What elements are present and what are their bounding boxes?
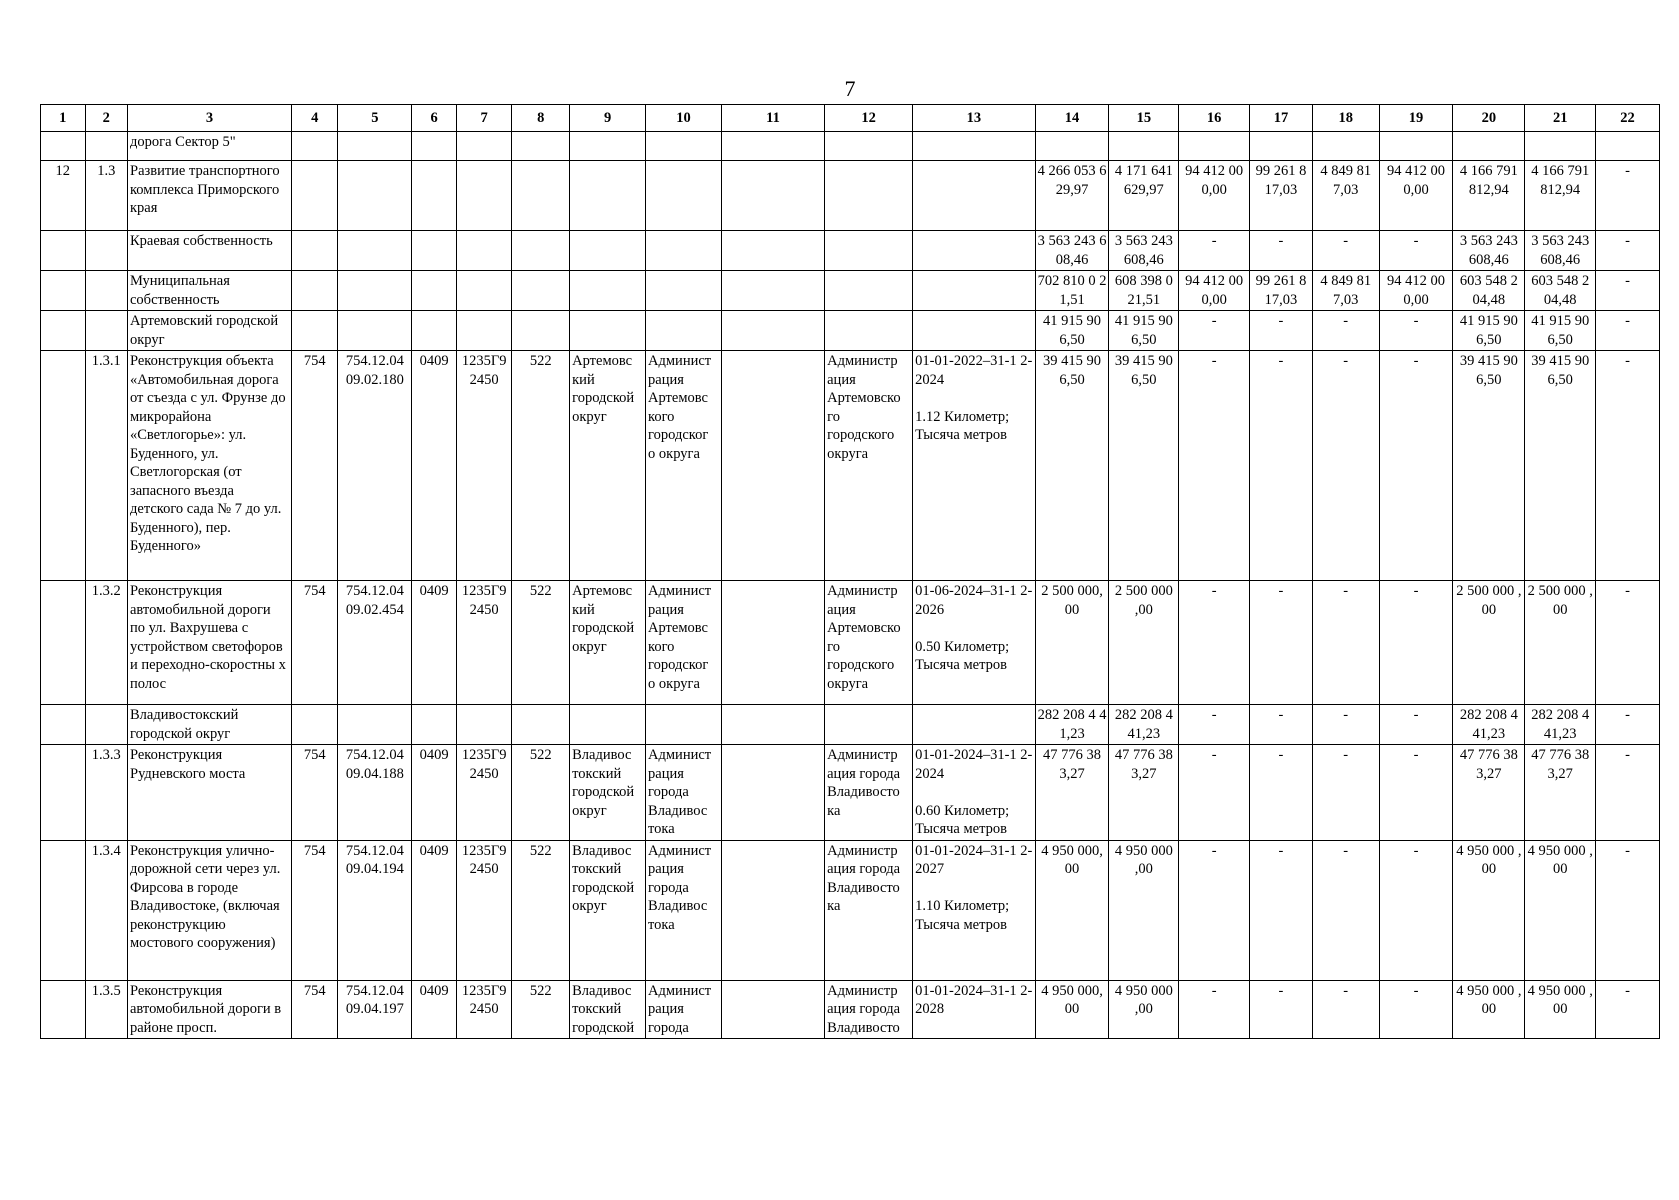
table-cell: 2 500 000 ,00	[1525, 581, 1596, 705]
table-cell	[41, 132, 86, 161]
budget-table	[40, 104, 1660, 1039]
column-header: 22	[1596, 105, 1660, 132]
table-cell: -	[1596, 705, 1660, 745]
table-cell: 1.3.5	[85, 980, 127, 1039]
table-cell: Администр ация Артемовско го городского округа	[825, 581, 913, 705]
table-cell: -	[1250, 980, 1313, 1039]
table-cell	[41, 745, 86, 841]
table-cell	[570, 311, 646, 351]
table-cell: -	[1179, 581, 1250, 705]
table-cell: 94 412 00 0,00	[1379, 161, 1453, 231]
table-cell	[291, 161, 338, 231]
table-cell	[85, 231, 127, 271]
column-header: 6	[412, 105, 457, 132]
table-cell	[570, 231, 646, 271]
column-header: 10	[646, 105, 722, 132]
column-header: 12	[825, 105, 913, 132]
table-cell: 2 500 000 ,00	[1453, 581, 1525, 705]
table-cell: 1.3	[85, 161, 127, 231]
table-cell	[646, 311, 722, 351]
table-cell: Владивос токский городской округ	[570, 840, 646, 980]
table-cell: 4 950 000 ,00	[1453, 840, 1525, 980]
table-row	[41, 311, 1660, 351]
table-cell	[338, 271, 412, 311]
table-cell: 47 776 38 3,27	[1109, 745, 1179, 841]
table-row	[41, 231, 1660, 271]
table-cell	[412, 161, 457, 231]
table-cell: 3 563 243 608,46	[1525, 231, 1596, 271]
table-cell: 41 915 90 6,50	[1109, 311, 1179, 351]
table-cell: 1235Г9 2450	[456, 581, 512, 705]
table-cell: Реконструкция Рудневского моста	[128, 745, 292, 841]
table-cell: Артемовс кий городской округ	[570, 351, 646, 581]
table-cell	[570, 132, 646, 161]
table-cell: 3 563 243 608,46	[1035, 231, 1109, 271]
table-cell	[456, 271, 512, 311]
table-cell	[41, 705, 86, 745]
table-cell	[913, 271, 1035, 311]
table-cell: -	[1179, 745, 1250, 841]
table-cell: -	[1379, 840, 1453, 980]
table-cell: Артемовский городской округ	[128, 311, 292, 351]
table-cell: -	[1312, 980, 1379, 1039]
table-cell: 282 208 4 41,23	[1109, 705, 1179, 745]
table-cell: 1235Г9 2450	[456, 840, 512, 980]
table-cell: 1.3.3	[85, 745, 127, 841]
table-cell: -	[1312, 705, 1379, 745]
table-cell	[85, 705, 127, 745]
table-cell: 47 776 38 3,27	[1035, 745, 1109, 841]
table-cell	[512, 132, 570, 161]
table-cell: Развитие транспортного комплекса Приморского края	[128, 161, 292, 231]
table-cell	[825, 161, 913, 231]
table-cell: -	[1379, 581, 1453, 705]
table-cell: 1.3.1	[85, 351, 127, 581]
table-cell: 4 171 641 629,97	[1109, 161, 1179, 231]
table-cell: 39 415 90 6,50	[1453, 351, 1525, 581]
table-cell: Админист рация города	[646, 980, 722, 1039]
table-cell	[512, 161, 570, 231]
table-cell: 4 950 000 ,00	[1453, 980, 1525, 1039]
table-cell	[721, 231, 824, 271]
table-cell: 01-01-2024–31-1 2-2024 0.60 Километр; Тысяча метров	[913, 745, 1035, 841]
table-cell: -	[1596, 581, 1660, 705]
column-header: 17	[1250, 105, 1313, 132]
table-cell: 1.3.2	[85, 581, 127, 705]
table-cell	[825, 132, 913, 161]
column-header: 19	[1379, 105, 1453, 132]
table-cell	[456, 161, 512, 231]
table-cell	[85, 311, 127, 351]
table-cell	[825, 231, 913, 271]
column-header: 5	[338, 105, 412, 132]
table-cell	[721, 980, 824, 1039]
table-cell: Администр ация Артемовско го городского округа	[825, 351, 913, 581]
table-cell	[1179, 132, 1250, 161]
table-row	[41, 840, 1660, 980]
table-cell: 4 166 791 812,94	[1453, 161, 1525, 231]
table-cell	[913, 161, 1035, 231]
table-cell	[41, 231, 86, 271]
table-cell: 522	[512, 745, 570, 841]
table-cell: -	[1179, 351, 1250, 581]
table-cell	[721, 705, 824, 745]
column-header: 13	[913, 105, 1035, 132]
table-cell: Администр ация города Владивосто ка	[825, 840, 913, 980]
table-cell: 1235Г9 2450	[456, 745, 512, 841]
column-header: 11	[721, 105, 824, 132]
table-cell: -	[1250, 351, 1313, 581]
table-cell: -	[1312, 231, 1379, 271]
table-cell: 47 776 38 3,27	[1525, 745, 1596, 841]
table-cell: 754	[291, 351, 338, 581]
table-cell	[913, 231, 1035, 271]
column-header: 1	[41, 105, 86, 132]
table-cell: 4 266 053 629,97	[1035, 161, 1109, 231]
table-cell: Реконструкция объекта «Автомобильная дорога от съезда с ул. Фрунзе до микрорайона «Светлогорье»: ул. Буденного, ул. Светлогорская (от запасного въезда детского сада № 7 до ул. Буденного), пер. Буденного»	[128, 351, 292, 581]
table-cell	[570, 705, 646, 745]
table-cell: Администр ация города Владивосто ка	[825, 745, 913, 841]
table-cell	[512, 231, 570, 271]
table-cell	[41, 351, 86, 581]
table-cell: Владивос токский городской	[570, 980, 646, 1039]
column-header: 7	[456, 105, 512, 132]
table-cell	[338, 231, 412, 271]
table-cell	[646, 231, 722, 271]
column-header: 14	[1035, 105, 1109, 132]
table-cell: 94 412 00 0,00	[1179, 161, 1250, 231]
table-cell	[85, 271, 127, 311]
table-cell	[412, 311, 457, 351]
column-header: 21	[1525, 105, 1596, 132]
table-cell: -	[1179, 311, 1250, 351]
table-cell: 01-01-2022–31-1 2-2024 1.12 Километр; Тысяча метров	[913, 351, 1035, 581]
table-cell: 4 849 81 7,03	[1312, 161, 1379, 231]
table-cell	[913, 311, 1035, 351]
table-cell	[1453, 132, 1525, 161]
table-cell: 2 500 000 ,00	[1109, 581, 1179, 705]
table-cell: 1235Г9 2450	[456, 980, 512, 1039]
table-cell: 754.12.04 09.04.197	[338, 980, 412, 1039]
table-cell	[412, 132, 457, 161]
table-cell: -	[1312, 311, 1379, 351]
table-body	[41, 132, 1660, 1039]
table-cell: Артемовс кий городской округ	[570, 581, 646, 705]
table-cell	[721, 132, 824, 161]
table-cell: 4 166 791 812,94	[1525, 161, 1596, 231]
table-cell: дорога Сектор 5"	[128, 132, 292, 161]
table-cell: 3 563 243 608,46	[1109, 231, 1179, 271]
table-cell: -	[1596, 745, 1660, 841]
table-cell: -	[1379, 351, 1453, 581]
table-cell: Админист рация города Владивос тока	[646, 840, 722, 980]
table-cell: 0409	[412, 980, 457, 1039]
table-cell	[41, 271, 86, 311]
table-cell: 754.12.04 09.04.194	[338, 840, 412, 980]
table-row	[41, 161, 1660, 231]
table-cell: -	[1312, 351, 1379, 581]
table-cell	[456, 231, 512, 271]
table-cell	[1312, 132, 1379, 161]
table-cell: 522	[512, 351, 570, 581]
table-cell: 99 261 8 17,03	[1250, 271, 1313, 311]
table-cell: 4 950 000, 00	[1035, 840, 1109, 980]
table-cell: 522	[512, 581, 570, 705]
table-cell: 2 500 000, 00	[1035, 581, 1109, 705]
table-cell: 99 261 8 17,03	[1250, 161, 1313, 231]
table-cell	[512, 311, 570, 351]
table-cell	[1035, 132, 1109, 161]
table-cell	[338, 161, 412, 231]
table-cell: 608 398 0 21,51	[1109, 271, 1179, 311]
table-cell: -	[1596, 161, 1660, 231]
table-row	[41, 980, 1660, 1039]
table-cell: 4 950 000, 00	[1035, 980, 1109, 1039]
table-cell: Реконструкция улично-дорожной сети через ул. Фирсова в городе Владивостоке, (включая реконструкцию мостового сооружения)	[128, 840, 292, 980]
table-cell	[646, 132, 722, 161]
table-cell: 0409	[412, 581, 457, 705]
table-cell	[456, 132, 512, 161]
table-cell: Админист рация Артемовс кого городског о округа	[646, 581, 722, 705]
table-cell: 4 950 000 ,00	[1525, 840, 1596, 980]
table-row	[41, 132, 1660, 161]
table-cell	[913, 132, 1035, 161]
table-cell: 39 415 90 6,50	[1035, 351, 1109, 581]
table-cell: 39 415 90 6,50	[1525, 351, 1596, 581]
table-cell	[825, 311, 913, 351]
table-cell	[1379, 132, 1453, 161]
table-cell	[456, 705, 512, 745]
table-cell: 0409	[412, 745, 457, 841]
table-cell: 754.12.04 09.02.180	[338, 351, 412, 581]
table-cell	[456, 311, 512, 351]
table-cell: 282 208 4 41,23	[1525, 705, 1596, 745]
table-cell: 754.12.04 09.02.454	[338, 581, 412, 705]
table-cell	[1525, 132, 1596, 161]
table-cell	[646, 161, 722, 231]
table-cell: Реконструкция автомобильной дороги по ул. Вахрушева с устройством светофоров и переходно-скоростны х полос	[128, 581, 292, 705]
table-cell	[1109, 132, 1179, 161]
table-cell	[338, 132, 412, 161]
table-cell	[291, 311, 338, 351]
table-header-row	[41, 105, 1660, 132]
column-header: 18	[1312, 105, 1379, 132]
table-cell: 3 563 243 608,46	[1453, 231, 1525, 271]
table-row	[41, 271, 1660, 311]
table-cell: -	[1379, 311, 1453, 351]
table-cell: 754	[291, 581, 338, 705]
table-cell: -	[1596, 840, 1660, 980]
table-cell: -	[1250, 705, 1313, 745]
table-cell: -	[1379, 231, 1453, 271]
table-cell: 4 849 81 7,03	[1312, 271, 1379, 311]
table-cell: 1235Г9 2450	[456, 351, 512, 581]
table-cell: -	[1596, 980, 1660, 1039]
table-cell	[512, 271, 570, 311]
table-row	[41, 745, 1660, 841]
table-cell	[412, 705, 457, 745]
table-cell: -	[1312, 745, 1379, 841]
column-header: 15	[1109, 105, 1179, 132]
column-header: 2	[85, 105, 127, 132]
table-cell	[41, 311, 86, 351]
table-cell: 603 548 2 04,48	[1525, 271, 1596, 311]
table-cell: -	[1179, 980, 1250, 1039]
table-cell	[646, 271, 722, 311]
table-cell	[338, 705, 412, 745]
table-cell: -	[1179, 840, 1250, 980]
table-cell: Реконструкция автомобильной дороги в районе просп.	[128, 980, 292, 1039]
table-cell: -	[1312, 840, 1379, 980]
table-row	[41, 581, 1660, 705]
table-cell	[41, 581, 86, 705]
table-cell	[85, 132, 127, 161]
table-cell	[291, 271, 338, 311]
column-header: 3	[128, 105, 292, 132]
table-cell: 522	[512, 980, 570, 1039]
table-cell: Администр ация города Владивосто	[825, 980, 913, 1039]
table-cell: 94 412 00 0,00	[1179, 271, 1250, 311]
table-cell: Владивостокский городской округ	[128, 705, 292, 745]
table-cell: 754	[291, 840, 338, 980]
table-cell: -	[1250, 231, 1313, 271]
table-cell: 1.3.4	[85, 840, 127, 980]
table-cell	[1596, 132, 1660, 161]
table-cell	[721, 351, 824, 581]
table-cell	[291, 705, 338, 745]
table-cell: 754	[291, 980, 338, 1039]
table-cell	[338, 311, 412, 351]
table-cell: 41 915 90 6,50	[1525, 311, 1596, 351]
table-row	[41, 351, 1660, 581]
table-cell: Владивос токский городской округ	[570, 745, 646, 841]
table-cell	[721, 840, 824, 980]
table-cell: 522	[512, 840, 570, 980]
table-cell	[570, 271, 646, 311]
table-cell	[1250, 132, 1313, 161]
table-cell: 4 950 000 ,00	[1525, 980, 1596, 1039]
table-cell	[646, 705, 722, 745]
column-header: 20	[1453, 105, 1525, 132]
table-cell: 4 950 000 ,00	[1109, 840, 1179, 980]
column-header: 8	[512, 105, 570, 132]
table-cell	[825, 705, 913, 745]
table-cell	[291, 231, 338, 271]
table-cell	[412, 271, 457, 311]
table-cell: 754	[291, 745, 338, 841]
table-cell: -	[1250, 745, 1313, 841]
table-cell: Краевая собственность	[128, 231, 292, 271]
table-cell: -	[1250, 840, 1313, 980]
table-cell	[512, 705, 570, 745]
table-cell: -	[1596, 351, 1660, 581]
table-cell: -	[1379, 980, 1453, 1039]
table-cell: -	[1312, 581, 1379, 705]
table-cell: 0409	[412, 351, 457, 581]
table-cell	[825, 271, 913, 311]
table-cell: 603 548 2 04,48	[1453, 271, 1525, 311]
table-cell	[721, 161, 824, 231]
table-cell: 702 810 0 21,51	[1035, 271, 1109, 311]
table-row	[41, 705, 1660, 745]
table-cell	[721, 745, 824, 841]
column-header: 9	[570, 105, 646, 132]
table-cell: 41 915 90 6,50	[1453, 311, 1525, 351]
table-cell: -	[1596, 311, 1660, 351]
table-cell	[412, 231, 457, 271]
table-cell: 94 412 00 0,00	[1379, 271, 1453, 311]
table-cell: 282 208 4 41,23	[1035, 705, 1109, 745]
table-cell: Админист рация города Владивос тока	[646, 745, 722, 841]
column-header: 16	[1179, 105, 1250, 132]
page-number: 7	[844, 76, 856, 101]
table-cell	[721, 581, 824, 705]
table-cell: 47 776 38 3,27	[1453, 745, 1525, 841]
table-cell: 41 915 90 6,50	[1035, 311, 1109, 351]
table-cell	[291, 132, 338, 161]
table-cell: 4 950 000 ,00	[1109, 980, 1179, 1039]
table-cell	[721, 311, 824, 351]
table-cell: -	[1179, 231, 1250, 271]
table-cell	[913, 705, 1035, 745]
table-cell: 0409	[412, 840, 457, 980]
table-cell: 01-01-2024–31-1 2-2027 1.10 Километр; Тысяча метров	[913, 840, 1035, 980]
table-cell	[41, 980, 86, 1039]
table-cell: 282 208 4 41,23	[1453, 705, 1525, 745]
column-header: 4	[291, 105, 338, 132]
table-cell: 754.12.04 09.04.188	[338, 745, 412, 841]
table-cell: -	[1179, 705, 1250, 745]
table-cell: -	[1379, 705, 1453, 745]
table-cell	[721, 271, 824, 311]
table-cell: 01-06-2024–31-1 2-2026 0.50 Километр; Тысяча метров	[913, 581, 1035, 705]
table-cell: Муниципальная собственность	[128, 271, 292, 311]
table-cell: 01-01-2024–31-1 2-2028	[913, 980, 1035, 1039]
table-cell: -	[1596, 271, 1660, 311]
table-cell: -	[1379, 745, 1453, 841]
table-cell: 39 415 90 6,50	[1109, 351, 1179, 581]
table-cell	[41, 840, 86, 980]
table-cell: -	[1596, 231, 1660, 271]
table-cell: 12	[41, 161, 86, 231]
table-cell: Админист рация Артемовс кого городског о округа	[646, 351, 722, 581]
table-cell: -	[1250, 581, 1313, 705]
table-cell	[570, 161, 646, 231]
table-cell: -	[1250, 311, 1313, 351]
